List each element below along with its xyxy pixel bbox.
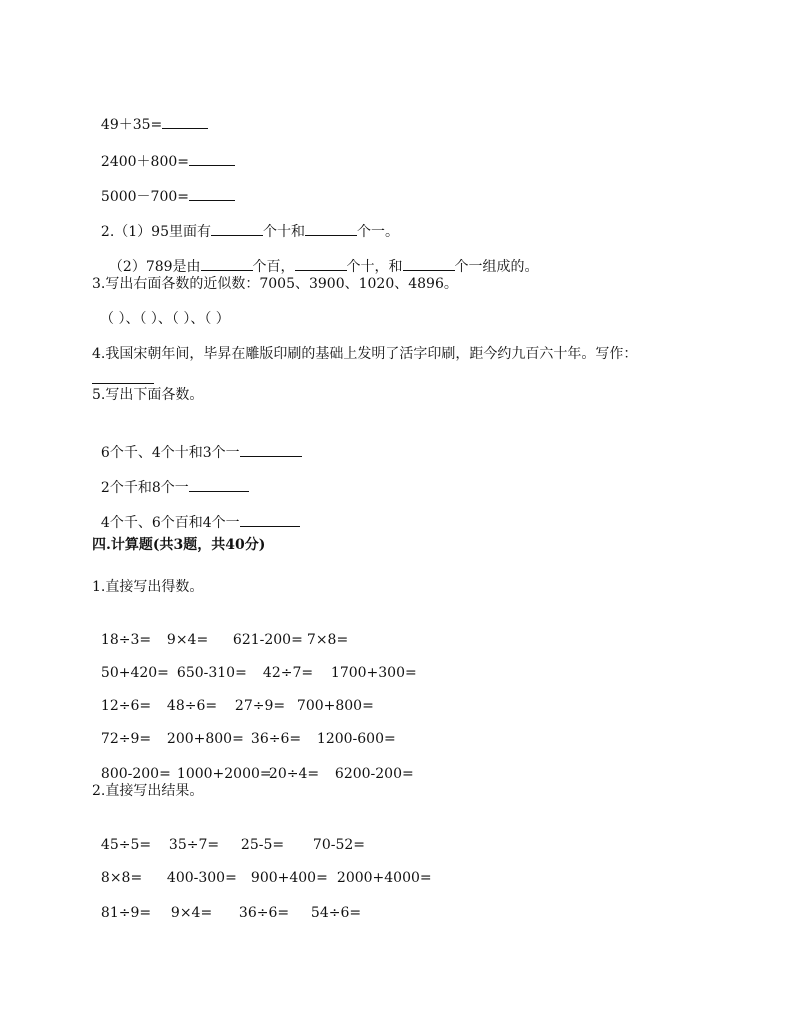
calc-item: 700+800=: [296, 698, 374, 714]
equation-text: 49＋35=: [100, 117, 163, 133]
equation-line: [92, 96, 208, 134]
question-4: 4.我国宋朝年间，毕昇在雕版印刷的基础上发明了活字印刷，距今约九百六十年。写作：: [92, 346, 638, 362]
calc-item: 36÷6=: [238, 905, 290, 921]
equation-line: [92, 494, 300, 532]
answer-blank[interactable]: [240, 512, 300, 527]
calc-item: 200+800=: [166, 731, 244, 747]
calc1-row: [92, 646, 417, 682]
calc-item: 800-200=: [100, 766, 171, 782]
calc-item: 9×4=: [166, 632, 209, 648]
question-text: 2.（1）95里面有: [100, 224, 211, 240]
question-text: 个十，和: [346, 259, 403, 275]
calc-item: 1200-600=: [316, 731, 396, 747]
equation-line: [92, 133, 235, 171]
calc1-row: [92, 747, 414, 783]
calc-item: 621-200=: [232, 632, 303, 648]
calc1-row: [92, 712, 396, 748]
question-text: 个一组成的。: [454, 259, 539, 275]
equation-line: [92, 424, 302, 462]
answer-blank[interactable]: [189, 186, 235, 201]
calc2-title: 2.直接写出结果。: [92, 783, 204, 799]
equation-text: 5000－700=: [100, 189, 189, 205]
answer-blank[interactable]: [295, 256, 347, 271]
question-2b: [100, 238, 539, 276]
calc1-title: 1.直接写出得数。: [92, 579, 204, 595]
question-text: 个一。: [357, 224, 399, 240]
calc-item: 81÷9=: [100, 905, 152, 921]
calc2-row: [92, 818, 365, 854]
calc-item: 8×8=: [100, 870, 143, 886]
calc1-row: [92, 679, 374, 715]
answer-blank[interactable]: [92, 383, 154, 384]
calc-item: 25-5=: [240, 837, 285, 853]
calc-item: 27÷9=: [234, 698, 286, 714]
equation-line: [92, 168, 235, 206]
question-3: 3.写出右面各数的近似数：7005、3900、1020、4896。: [92, 276, 458, 292]
question-2a: [92, 203, 399, 241]
calc-item: 42÷7=: [262, 665, 314, 681]
calc-item: 20÷4=: [268, 766, 320, 782]
calc-item: 9×4=: [170, 905, 213, 921]
calc-item: 6200-200=: [334, 766, 414, 782]
question-text: 4个千、6个百和4个一: [100, 515, 240, 531]
answer-blank[interactable]: [403, 256, 455, 271]
question-text: 个十和: [263, 224, 305, 240]
calc-item: 12÷6=: [100, 698, 152, 714]
calc-item: 650-310=: [176, 665, 247, 681]
calc-item: 45÷5=: [100, 837, 152, 853]
calc2-row: [92, 851, 432, 887]
answer-blank[interactable]: [201, 256, 253, 271]
calc-item: 35÷7=: [168, 837, 220, 853]
calc1-row: [92, 613, 348, 649]
calc-item: 900+400=: [250, 870, 328, 886]
calc-item: 1700+300=: [330, 665, 417, 681]
calc-item: 36÷6=: [250, 731, 302, 747]
answer-blank[interactable]: [305, 221, 357, 236]
question-text: 个百，: [252, 259, 295, 275]
answer-blank[interactable]: [189, 477, 249, 492]
calc-item: 18÷3=: [100, 632, 152, 648]
question-5: 5.写出下面各数。: [92, 387, 204, 403]
question-3-answers[interactable]: （ ）、（ ）、（ ）、（ ）: [100, 311, 230, 327]
section-title: 四.计算题(共3题，共40分): [92, 537, 266, 553]
calc2-row: [92, 886, 361, 922]
calc-item: 1000+2000=: [176, 766, 272, 782]
calc-item: 400-300=: [166, 870, 237, 886]
equation-line: [92, 459, 249, 497]
answer-blank[interactable]: [189, 151, 235, 166]
calc-item: 2000+4000=: [336, 870, 432, 886]
answer-blank[interactable]: [162, 114, 208, 129]
calc-item: 54÷6=: [310, 905, 362, 921]
calc-item: 7×8=: [306, 632, 349, 648]
calc-item: 72÷9=: [100, 731, 152, 747]
calc-item: 70-52=: [312, 837, 365, 853]
answer-blank[interactable]: [211, 221, 263, 236]
equation-text: 2400＋800=: [100, 154, 189, 170]
calc-item: 48÷6=: [166, 698, 218, 714]
answer-blank[interactable]: [240, 442, 302, 457]
question-text: 2个千和8个一: [100, 480, 189, 496]
question-text: （2）789是由: [108, 259, 201, 275]
question-text: 6个千、4个十和3个一: [100, 445, 240, 461]
calc-item: 50+420=: [100, 665, 169, 681]
